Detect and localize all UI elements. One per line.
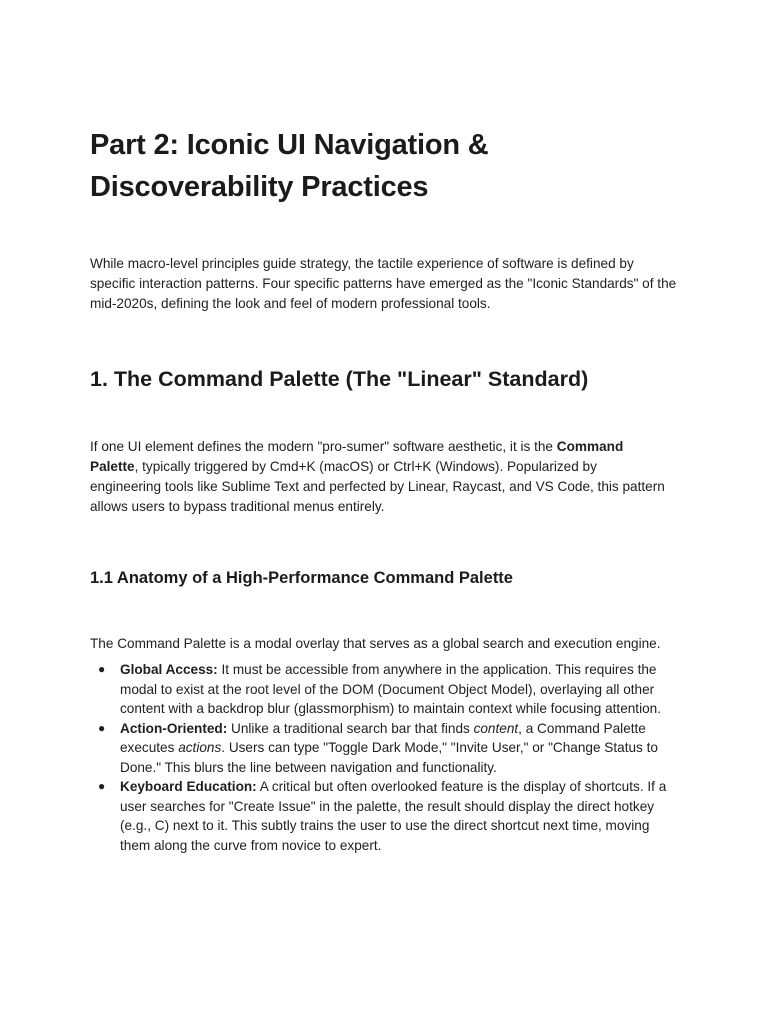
bullet-text: Unlike a traditional search bar that finds bbox=[227, 720, 474, 736]
bullet-list bbox=[90, 660, 680, 855]
list-item bbox=[90, 719, 680, 778]
bullet-text: . Users can type "Toggle Dark Mode," "Invite User," or "Change Status to Done." This blurs the line between navigation and functionality. bbox=[120, 740, 658, 775]
intro-paragraph: While macro-level principles guide strategy, the tactile experience of software is defined by specific interaction patterns. Four specific patterns have emerged as the "Iconic Standards" of the mid-2020s, defining the look and feel of modern professional tools. bbox=[90, 256, 677, 311]
bullet-icon: ● bbox=[98, 662, 106, 676]
bullet-label: Keyboard Education: bbox=[120, 779, 257, 794]
bullet-text: It must be accessible from anywhere in the application. This requires the modal to exist at the root level of the DOM (Document Object Model), overlaying all other content with a backdrop blur (glassmorphism) to maintain context while focusing attention. bbox=[120, 662, 662, 716]
bold-term: Command Palette bbox=[90, 439, 624, 474]
bullet-text: , a Command Palette executes bbox=[120, 720, 646, 755]
bullet-icon: ● bbox=[98, 720, 106, 735]
paragraph-text: If one UI element defines the modern "pro-sumer" software aesthetic, it is the bbox=[90, 439, 557, 454]
section-heading-command-palette: 1. The Command Palette (The "Linear" Standard) bbox=[90, 367, 589, 391]
paragraph-text: , typically triggered by Cmd+K (macOS) or Ctrl+K (Windows). Popularized by engineering tools like Sublime Text and perfected by Linear, Raycast, and VS Code, this pattern allows users to bypass traditional menus entirely. bbox=[90, 459, 665, 514]
emphasis-text: actions bbox=[178, 740, 222, 755]
page-title: Part 2: Iconic UI Navigation & Discoverability Practices bbox=[90, 129, 489, 203]
emphasis-text: content bbox=[473, 720, 519, 736]
list-item bbox=[90, 777, 680, 855]
subsection-heading-anatomy: 1.1 Anatomy of a High-Performance Command Palette bbox=[90, 569, 513, 587]
bullet-text: A critical but often overlooked feature is the display of shortcuts. If a user searches for "Create Issue" in the palette, the result should display the direct hotkey (e.g., C) next to it. This subtly trains the user to use the direct shortcut next time, moving them along the curve from novice to expert. bbox=[120, 779, 667, 853]
bullet-label: Global Access: bbox=[120, 662, 218, 677]
list-item bbox=[90, 660, 680, 719]
subsection-lead-paragraph: The Command Palette is a modal overlay that serves as a global search and execution engine. bbox=[90, 636, 661, 651]
bullet-icon: ● bbox=[98, 779, 106, 793]
bullet-label: Action-Oriented: bbox=[120, 720, 228, 736]
section-paragraph bbox=[90, 437, 670, 517]
